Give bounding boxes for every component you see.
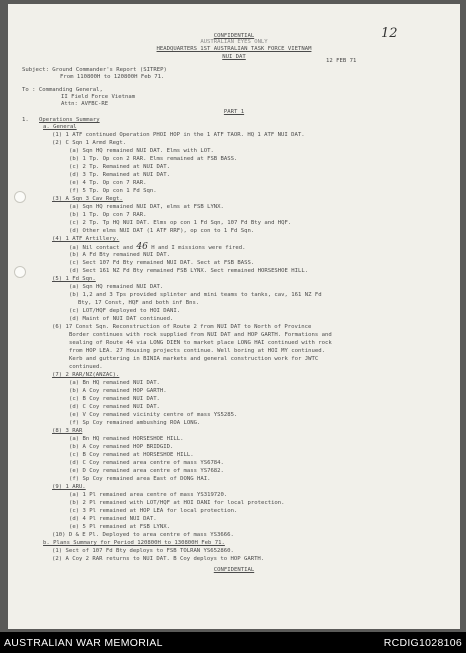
text-line: (7) 2 RAR/NZ(ANZAC). (52, 372, 120, 378)
punch-hole (14, 191, 26, 203)
archive-name: AUSTRALIAN WAR MEMORIAL (4, 637, 163, 649)
text-line: (3) A Sqn 3 Cav Regt. (52, 196, 123, 202)
addressee-line: II Field Force Vietnam (61, 94, 136, 100)
part-heading: PART 1 (223, 109, 245, 115)
archive-reference: RCDIG1028106 (383, 637, 462, 649)
text-line: (d) C Coy remained NUI DAT. (69, 404, 160, 410)
text-line: (b) A Coy remained HOP BRIDGID. (69, 444, 174, 450)
subject-line: Subject: Ground Commander's Report (SITREP) (22, 67, 167, 73)
text-line: (a) Sqn HQ remained NUI DAT, elms at FSB LYNX. (69, 204, 224, 210)
document-page (8, 4, 460, 629)
text-line: (d) C Coy remained area centre of mass YS6784. (69, 460, 224, 466)
text-line: (9) 1 ARU. (52, 484, 86, 490)
addressee-line: To : Commanding General, (22, 87, 103, 93)
text-line: (b) 1,2 and 3 Tps provided splinter and mini teams to tanks, cav, 161 NZ Fd (69, 292, 322, 298)
text-line: (b) 1 Tp. Op con 2 RAR. Elms remained at FSB BASS. (69, 156, 238, 162)
location: NUI DAT (222, 54, 246, 60)
archive-footer (0, 632, 466, 653)
text-line: sealing of Route 44 via LONG DIEN to market place LONG HAI continued with rock (69, 340, 332, 346)
addressee-line: Attn: AVFBC-RE (61, 101, 109, 107)
subsection-heading: b. Plans Summary for Period 120800H to 130800H Feb 71. (43, 540, 225, 546)
text-line: (f) Sp Coy remained ambushing ROA LONG. (69, 420, 201, 426)
text-line: (b) 2 Pl remained with LOT/HQF at HOI DANI for local protection. (69, 500, 285, 506)
text-line: Border continues with rock supplied from NUI DAT and HOP GARTH. Formations and (69, 332, 332, 338)
classification-top: CONFIDENTIAL (213, 33, 255, 39)
text-line: (b) A Coy remained HOP GARTH. (69, 388, 167, 394)
subsection-heading: a. General (43, 124, 77, 130)
text-line: (d) Other elms NUI DAT (1 ATF RRF), op con to 1 Fd Sqn. (69, 228, 255, 234)
text-line: (d) Maint of NUI DAT continued. (69, 316, 174, 322)
text-line: Bty, 17 Const, HQF and both inf Bns. (78, 300, 200, 306)
text-line: (a) Bn HQ remained HORSESHOE HILL. (69, 436, 184, 442)
text-line: (c) 2 Tp. Remained at NUI DAT. (69, 164, 171, 170)
section-number: 1. (22, 117, 29, 123)
text-line: (e) 4 Tp. Op con 7 RAR. (69, 180, 147, 186)
text-line: (2) A Coy 2 RAR returns to NUI DAT. B Coy deploys to HOP GARTH. (52, 556, 265, 562)
text-line: (a) 1 Pl remained area centre of mass YS319720. (69, 492, 228, 498)
text-line: (c) 2 Tp. Tp HQ NUI DAT. Elms op con 1 Fd Sqn, 107 Fd Bty and HQF. (69, 220, 292, 226)
text-line: (10) D & E Pl. Deployed to area centre of mass YS3666. (52, 532, 234, 538)
text-line: (e) V Coy remained vicinity centre of mass YS5285. (69, 412, 238, 418)
text-line: (c) LOT/HQF deployed to HOI DANI. (69, 308, 181, 314)
text-line: (a) Sqn HQ remained NUI DAT. (69, 284, 164, 290)
headquarters-heading: HEADQUARTERS 1ST AUSTRALIAN TASK FORCE VIETNAM (156, 46, 312, 52)
text-line: (c) 3 Pl remained at HOP LEA for local protection. (69, 508, 238, 514)
text-line: (c) B Coy remained NUI DAT. (69, 396, 160, 402)
text-line: Kerb and guttering in BINIA markets and general construction work for JWTC (69, 356, 319, 362)
text-line: (4) 1 ATF Artillery. (52, 236, 120, 242)
text-line: (b) A Fd Bty remained NUI DAT. (69, 252, 171, 258)
text-line: (a) Bn HQ remained NUI DAT. (69, 380, 160, 386)
text-line: continued. (69, 364, 103, 370)
text-line: (d) 4 Pl remained NUI DAT. (69, 516, 157, 522)
punch-hole (14, 266, 26, 278)
text-line: (a) Nil contact and 46 H and I missions were fired. (69, 242, 246, 252)
text-line: (c) B Coy remained at HORSESHOE HILL. (69, 452, 194, 458)
text-line: (1) Sect of 107 Fd Bty deploys to FSB TOLRAN YS652860. (52, 548, 234, 554)
text-line: (f) 5 Tp. Op con 1 Fd Sqn. (69, 188, 157, 194)
text-line: (1) 1 ATF continued Operation PHOI HOP in the 1 ATF TAOR. HQ 1 ATF NUI DAT. (52, 132, 305, 138)
text-line: (d) 3 Tp. Remained at NUI DAT. (69, 172, 171, 178)
text-line: (a) Sqn HQ remained NUI DAT. Elms with LOT. (69, 148, 214, 154)
classification-subtitle: AUSTRALIAN EYES ONLY (200, 39, 268, 45)
text-line: (6) 17 Const Sqn. Reconstruction of Route 2 from NUI DAT to North of Province (52, 324, 312, 330)
text-line: (d) Sect 161 NZ Fd Bty remained FSB LYNX. Sect remained HORSESHOE HILL. (69, 268, 309, 274)
period-line: From 110800H to 120800H Feb 71. (60, 74, 165, 80)
handwritten-page-number: 12 (381, 26, 398, 41)
text-line: (2) C Sqn 1 Armd Regt. (52, 140, 127, 146)
report-date: 12 FEB 71 (326, 58, 357, 64)
section-heading: Operations Summary (39, 117, 100, 123)
text-line: from HOP LEA. 27 Housing projects continue. Well boring at HOI MY continued. (69, 348, 325, 354)
text-line: (b) 1 Tp. Op con 7 RAR. (69, 212, 147, 218)
handwritten-count: 46 (136, 242, 148, 252)
text-line: (e) D Coy remained area centre of mass YS7682. (69, 468, 224, 474)
text-line: (5) 1 Fd Sqn. (52, 276, 96, 282)
text-line: (f) Sp Coy remained area East of DONG HAI. (69, 476, 211, 482)
classification-bottom: CONFIDENTIAL (213, 567, 255, 573)
text-line: (c) Sect 107 Fd Bty remained NUI DAT. Sect at FSB BASS. (69, 260, 255, 266)
text-line: (8) 3 RAR (52, 428, 83, 434)
text-line: (e) 5 Pl remained at FSB LYNX. (69, 524, 171, 530)
